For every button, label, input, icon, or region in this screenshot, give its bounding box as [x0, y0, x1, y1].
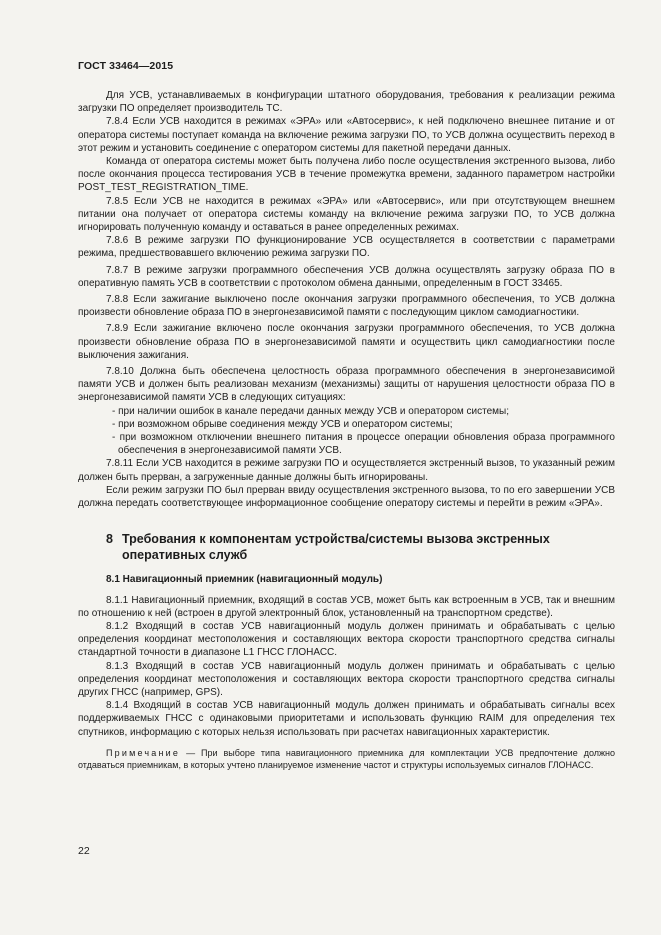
section-number: 8: [106, 532, 113, 547]
paragraph: 8.1.3 Входящий в состав УСВ навигационный модуль должен принимать и обрабатывать с целью определения координат местоположения и составляющих вектора скорости транспортного средства сигналы других ГНСС (например, GPS).: [78, 660, 615, 698]
doc-body: [78, 89, 615, 771]
paragraph: 7.8.6 В режиме загрузки ПО функционирование УСВ осуществляется в соответствии с параметрами режима, предшествовавшего включению режима загрузки ПО.: [78, 235, 615, 260]
section-title-line1: Требования к компонентам устройства/системы вызова экстренных: [122, 532, 550, 547]
paragraph: 7.8.11 Если УСВ находится в режиме загрузки ПО и осуществляется экстренный вызов, то указанный режим должен быть прерван, а загруженные данные должны быть игнорированы.: [78, 458, 615, 483]
paragraph: Если режим загрузки ПО был прерван ввиду осуществления экстренного вызова, то по его завершении УСВ должна передать соответствующее информационное сообщение оператору системы и перейти в режим «ЭРА».: [78, 484, 615, 510]
paragraph: 8.1.1 Навигационный приемник, входящий в состав УСВ, может быть как встроенным в УСВ, так и внешним по отношению к ней (встроен в другой электронный блок, установленный на транспортном средстве).: [78, 594, 615, 619]
section-title-line2: оперативных служб: [122, 548, 248, 563]
page-number: 22: [78, 845, 90, 857]
paragraph: 7.8.5 Если УСВ не находится в режимах «ЭРА» или «Автосервис», или при отсутствующем внешнем питании она получает от оператора системы команду на включение режима загрузки ПО, то УСВ должна игнорировать полученную команду и оставаться в ранее определенных режимах.: [78, 195, 615, 234]
paragraph: 7.8.10 Должна быть обеспечена целостность образа программного обеспечения в энергонезависимой памяти УСВ и должен быть реализован механизм (механизмы) защиты от нарушения целостности образа ПО в энергонезависимой памяти УСВ в следующих ситуациях:: [78, 366, 615, 404]
paragraph: 7.8.4 Если УСВ находится в режимах «ЭРА» или «Автосервис», к ней подключено внешнее питание и от оператора системы поступает команда на включение режима загрузки ПО, то УСВ должна осуществить переход в этот режим и установить соединение с оператором системы для пакетной передачи данных.: [78, 116, 615, 154]
note-text: — При выборе типа навигационного приемника для комплектации УСВ предпочтение должно отдаваться приемникам, в которых учтено планируемое изменение частот и структуры используемых сигналов ГЛОНАСС.: [78, 747, 615, 770]
paragraph: Команда от оператора системы может быть получена либо после осуществления экстренного вызова, либо после окончания процесса тестирования УСВ в течение промежутка времени, заданного параметром настройки POST_TEST_REGISTRATION_TIME.: [78, 156, 615, 194]
list-item: - при наличии ошибок в канале передачи данных между УСВ и оператором системы;: [112, 405, 509, 417]
list-item: - при возможном обрыве соединения между УСВ и оператором системы;: [112, 418, 453, 430]
paragraph: Для УСВ, устанавливаемых в конфигурации штатного оборудования, требования к реализации режима загрузки ПО определяет производитель ТС.: [78, 90, 615, 115]
paragraph: 8.1.4 Входящий в состав УСВ навигационный модуль должен принимать и обрабатывать сигналы всех поддерживаемых ГНСС с одинаковыми приоритетами и использовать функцию RAIM для определения тех спутников, информацию с которых нельзя использовать при расчетах навигационных характеристик.: [78, 700, 615, 738]
paragraph: 7.8.7 В режиме загрузки программного обеспечения УСВ должна осуществлять загрузку образа ПО в оперативную память УСВ в соответствии с протоколом обмена данными, определенным в ГОСТ 33465.: [78, 264, 615, 289]
note: [78, 747, 615, 771]
paragraph: 8.1.2 Входящий в состав УСВ навигационный модуль должен принимать и обрабатывать с целью определения координат местоположения и составляющих вектора скорости транспортного средства сигналы стандартной точности в диапазоне L1 ГНСС ГЛОНАСС.: [78, 620, 615, 659]
paragraph: 7.8.9 Если зажигание включено после окончания загрузки программного обеспечения, то УСВ должна произвести обновление образа ПО в энергонезависимой памяти и осуществить цикл самодиагностики после выключения зажигания.: [78, 323, 615, 361]
note-label: Примечание: [106, 747, 181, 758]
list-item: - при возможном отключении внешнего питания в процессе операции обновления образа программного обеспечения в энергонезависимой памяти УСВ.: [112, 432, 615, 457]
doc-header: ГОСТ 33464—2015: [78, 60, 174, 72]
subsection-heading: 8.1 Навигационный приемник (навигационный модуль): [106, 574, 383, 586]
paragraph: 7.8.8 Если зажигание выключено после окончания загрузки программного обеспечения, то УСВ должна произвести обновление образа ПО в энергонезависимой памяти с последующим циклом самодиагностики.: [78, 294, 615, 319]
section-heading: [78, 531, 615, 563]
